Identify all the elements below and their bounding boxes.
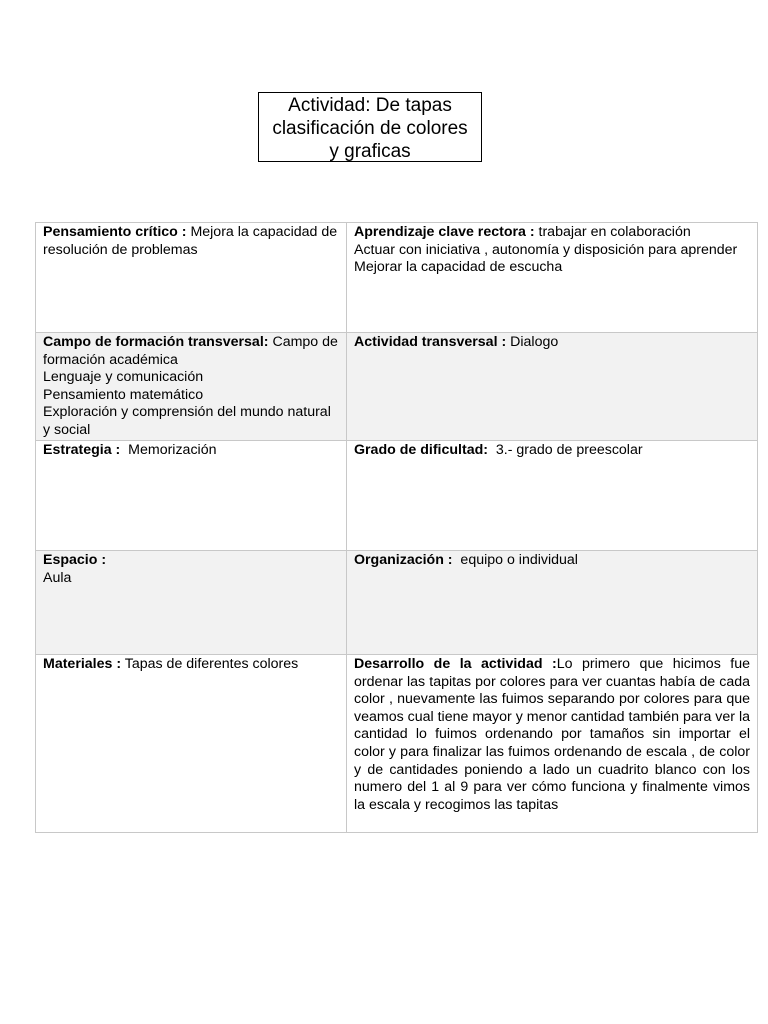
- table-row: [36, 551, 758, 655]
- espacio-line-1: Aula: [43, 569, 72, 586]
- title-line-2: clasificación de colores: [272, 118, 468, 139]
- cell-desarrollo-actividad: [347, 655, 758, 833]
- cell-espacio: [36, 551, 347, 655]
- cell-grado-dificultad: [347, 441, 758, 551]
- cell-aprendizaje-clave: [347, 223, 758, 333]
- activity-plan-table: [35, 222, 758, 833]
- estrategia-value: Memorización: [120, 442, 217, 458]
- cell-estrategia: [36, 441, 347, 551]
- organizacion-label: Organización :: [354, 552, 453, 568]
- aprendizaje-label: Aprendizaje clave rectora :: [354, 224, 535, 240]
- table-row: [36, 441, 758, 551]
- pensamiento-label: Pensamiento crítico :: [43, 224, 187, 240]
- desarrollo-value: Lo primero que hicimos fue ordenar las tapitas por colores para ver cuantas había de cada color , nuevamente las fuimos separando por colores para que veamos cual tiene mayor y menor cantidad también para ver la cantidad lo fuimos ordenando por tamaños sin importar el color y para finalizar las fuimos ordenando de escala , de color y de cantidades poniendo a lado un cuadrito blanco con los numero del 1 al 9 para ver cómo funciona y finalmente vimos la escala y recogimos las tapitas: [354, 656, 750, 813]
- cell-pensamiento-critico: [36, 223, 347, 333]
- campo-value: Campo de formación académica: [43, 334, 338, 368]
- grado-label: Grado de dificultad:: [354, 442, 488, 458]
- table-row: [36, 223, 758, 333]
- cell-campo-formacion: [36, 333, 347, 441]
- materiales-value: Tapas de diferentes colores: [121, 656, 299, 672]
- activity-title-box: [258, 92, 482, 162]
- campo-line-2: Pensamiento matemático: [43, 386, 204, 403]
- table-row: [36, 655, 758, 833]
- espacio-label: Espacio :: [43, 552, 107, 568]
- campo-label: Campo de formación transversal:: [43, 334, 269, 350]
- campo-line-1: Lenguaje y comunicación: [43, 369, 204, 386]
- estrategia-label: Estrategia :: [43, 442, 121, 458]
- organizacion-value: equipo o individual: [452, 552, 578, 568]
- campo-line-3: Exploración y comprensión del mundo natural y social: [43, 404, 331, 438]
- cell-organizacion: [347, 551, 758, 655]
- aprendizaje-line-1: Actuar con iniciativa , autonomía y disposición para aprender: [354, 241, 738, 258]
- cell-materiales: [36, 655, 347, 833]
- title-line-1: Actividad: De tapas: [288, 95, 452, 116]
- aprendizaje-line-2: Mejorar la capacidad de escucha: [354, 259, 563, 276]
- actividad-transversal-label: Actividad transversal :: [354, 334, 507, 350]
- desarrollo-label: Desarrollo de la actividad :: [354, 656, 557, 672]
- actividad-transversal-value: Dialogo: [506, 334, 559, 350]
- cell-actividad-transversal: [347, 333, 758, 441]
- grado-value: 3.- grado de preescolar: [488, 442, 643, 458]
- aprendizaje-value: trabajar en colaboración: [534, 224, 691, 240]
- title-line-3: y graficas: [329, 141, 411, 162]
- pensamiento-value: Mejora la capacidad de resolución de problemas: [43, 224, 338, 258]
- table-row: [36, 333, 758, 441]
- materiales-label: Materiales :: [43, 656, 122, 672]
